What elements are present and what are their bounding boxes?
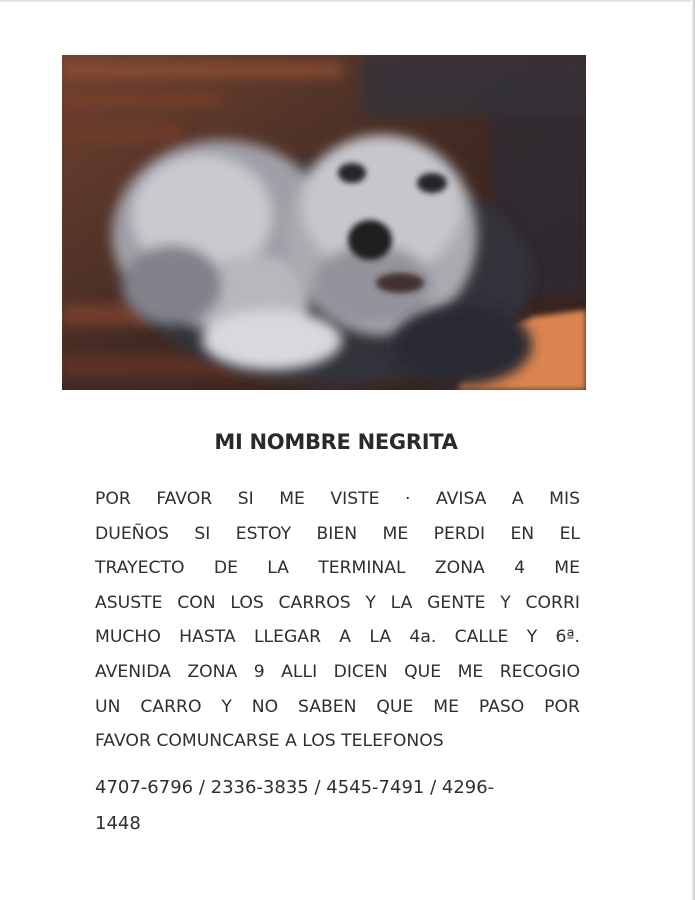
- scan-edge: [0, 0, 695, 3]
- phone-numbers: [95, 770, 585, 842]
- dog-photo: [62, 55, 586, 390]
- phone-numbers-line: 1448: [95, 813, 141, 834]
- dog-photo-illustration: [62, 55, 586, 390]
- phone-numbers-line: 4707-6796 / 2336-3835 / 4545-7491 / 4296-: [95, 777, 495, 798]
- message-line: DUEÑOS SI ESTOY BIEN ME PERDI EN EL: [95, 523, 580, 544]
- message-line: TRAYECTO DE LA TERMINAL ZONA 4 ME: [95, 558, 580, 579]
- message-line: AVENIDA ZONA 9 ALLI DICEN QUE ME RECOGIO: [95, 661, 580, 682]
- message-line: MUCHO HASTA LLEGAR A LA 4a. CALLE Y 6ª.: [95, 627, 580, 648]
- page-title: MI NOMBRE NEGRITA: [214, 430, 458, 454]
- message-line: POR FAVOR SI ME VISTE · AVISA A MIS: [95, 489, 580, 509]
- message-body: [95, 482, 580, 759]
- message-line: FAVOR COMUNCARSE A LOS TELEFONOS: [95, 731, 444, 752]
- message-line: ASUSTE CON LOS CARROS Y LA GENTE Y CORRI: [95, 592, 580, 613]
- message-line: UN CARRO Y NO SABEN QUE ME PASO POR: [95, 696, 580, 717]
- scan-edge: [691, 0, 695, 900]
